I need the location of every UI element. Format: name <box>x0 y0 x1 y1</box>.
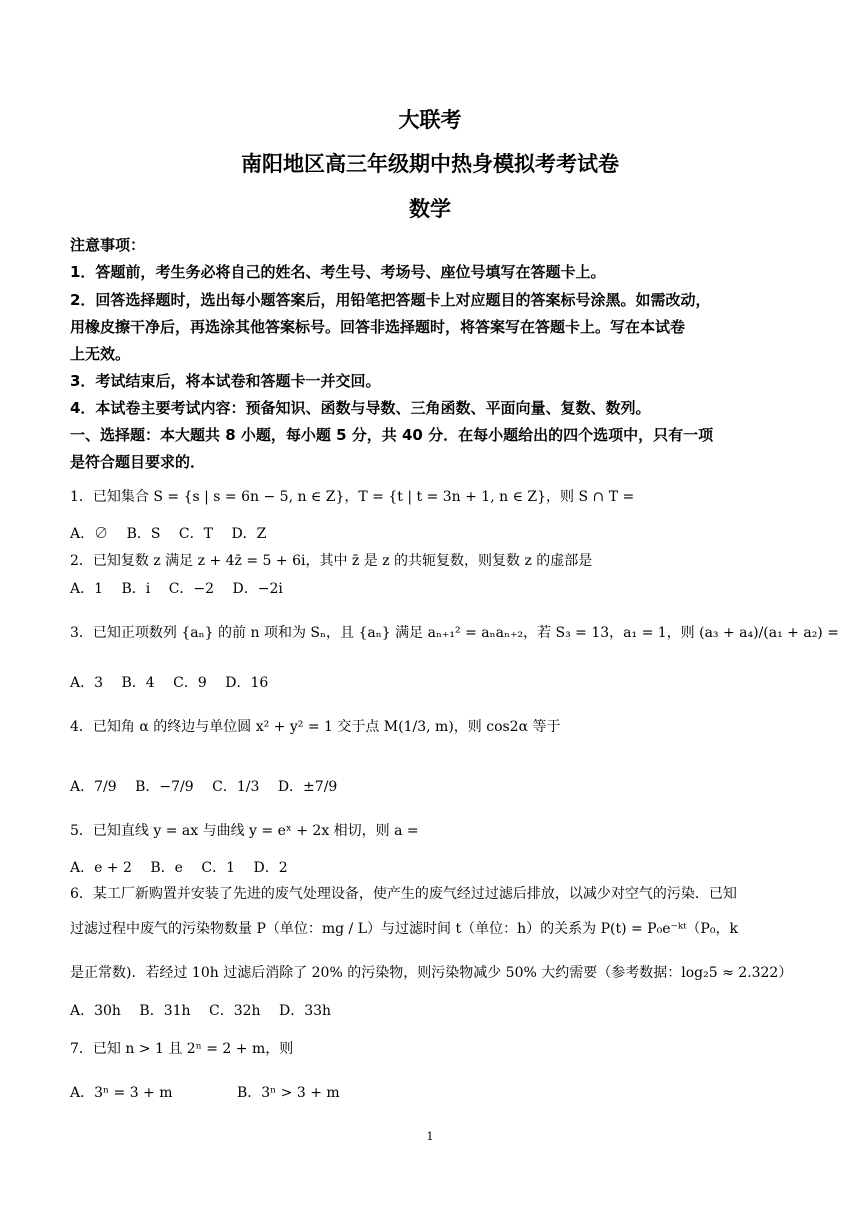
option-a: A．7/9 <box>70 779 117 795</box>
option-d: D．−2i <box>232 581 283 597</box>
question-5-options <box>70 857 792 877</box>
question-5: 5．已知直线 y = ax 与曲线 y = eˣ + 2x 相切，则 a = <box>70 823 419 839</box>
option-c: C．32h <box>208 1003 261 1019</box>
notes-heading: 注意事项： <box>70 236 146 254</box>
question-2: 2．已知复数 z 满足 z + 4z̄ = 5 + 6i，其中 z̄ 是 z 的共轭复数，则复数 z 的虚部是 <box>70 553 593 569</box>
question-3: 3．已知正项数列 {aₙ} 的前 n 项和为 Sₙ，且 {aₙ} 满足 aₙ₊₁² = aₙaₙ₊₂，若 S₃ = 13，a₁ = 1，则 (a₃ + a₄)/(a₁ + a₂) = <box>70 625 839 641</box>
note-4: 4．本试卷主要考试内容：预备知识、函数与导数、三角函数、平面向量、复数、数列。 <box>70 399 651 417</box>
option-c: C．T <box>178 526 213 542</box>
option-a: A．1 <box>70 581 104 597</box>
option-b: B．i <box>121 581 151 597</box>
option-b: B．e <box>150 860 183 876</box>
option-c: C．1 <box>201 860 236 876</box>
option-c: C．−2 <box>168 581 215 597</box>
note-2-line3: 上无效。 <box>70 345 131 363</box>
exam-title: 南阳地区高三年级期中热身模拟考考试卷 <box>241 152 619 176</box>
note-3: 3．考试结束后，将本试卷和答题卡一并交回。 <box>70 372 381 390</box>
option-a: A．3 <box>70 675 104 691</box>
question-1: 1．已知集合 S = {s | s = 6n − 5, n ∈ Z}，T = {t | t = 3n + 1, n ∈ Z}，则 S ∩ T = <box>70 489 635 505</box>
question-1-options <box>70 523 792 543</box>
question-4-options <box>70 776 792 796</box>
option-a: A．30h <box>70 1003 121 1019</box>
exam-series-title: 大联考 <box>398 108 462 132</box>
section-heading-line2: 是符合题目要求的． <box>70 453 206 471</box>
note-2-line2: 用橡皮擦干净后，再选涂其他答案标号。回答非选择题时，将答案写在答题卡上。写在本试卷 <box>70 318 686 336</box>
question-6-line3: 是正常数)．若经过 10h 过滤后消除了 20% 的污染物，则污染物减少 50% 大约需要（参考数据：log₂5 ≈ 2.322） <box>70 965 793 981</box>
question-6-line2: 过滤过程中废气的污染物数量 P（单位：mg / L）与过滤时间 t（单位：h）的关系为 P(t) = P₀e⁻ᵏᵗ（P₀，k <box>70 921 738 937</box>
question-7: 7．已知 n > 1 且 2ⁿ = 2 + m，则 <box>70 1041 294 1057</box>
option-d: D．2 <box>253 860 288 876</box>
subject-title: 数学 <box>409 197 451 221</box>
note-2-line1: 2．回答选择题时，选出每小题答案后，用铅笔把答题卡上对应题目的答案标号涂黑。如需改动， <box>70 291 711 309</box>
option-c: C．1/3 <box>212 779 260 795</box>
option-d: D．±7/9 <box>277 779 338 795</box>
option-a: A．∅ <box>70 526 109 542</box>
section-heading-line1: 一、选择题：本大题共 8 小题，每小题 5 分，共 40 分．在每小题给出的四个选项中，只有一项 <box>70 426 714 444</box>
question-4: 4．已知角 α 的终边与单位圆 x² + y² = 1 交于点 M(1/3, m)，则 cos2α 等于 <box>70 719 561 735</box>
question-3-options <box>70 672 792 692</box>
option-d: D．33h <box>278 1003 332 1019</box>
option-b: B．−7/9 <box>135 779 194 795</box>
option-a: A．3ⁿ = 3 + m <box>70 1085 173 1101</box>
option-b: B．S <box>126 526 161 542</box>
option-b: B．3ⁿ > 3 + m <box>236 1085 340 1101</box>
option-d: D．Z <box>231 526 267 542</box>
question-6-options <box>70 1000 792 1020</box>
option-a: A．e + 2 <box>70 860 132 876</box>
option-d: D．16 <box>225 675 269 691</box>
question-7-options <box>70 1082 792 1102</box>
page-number: 1 <box>426 1130 434 1143</box>
question-6-line1: 6．某工厂新购置并安装了先进的废气处理设备，使产生的废气经过过滤后排放，以减少对空气的污染．已知 <box>70 886 737 902</box>
option-b: B．31h <box>139 1003 191 1019</box>
question-2-options <box>70 578 792 598</box>
note-1: 1．答题前，考生务必将自己的姓名、考生号、考场号、座位号填写在答题卡上。 <box>70 263 606 281</box>
option-c: C．9 <box>173 675 207 691</box>
option-b: B．4 <box>121 675 155 691</box>
